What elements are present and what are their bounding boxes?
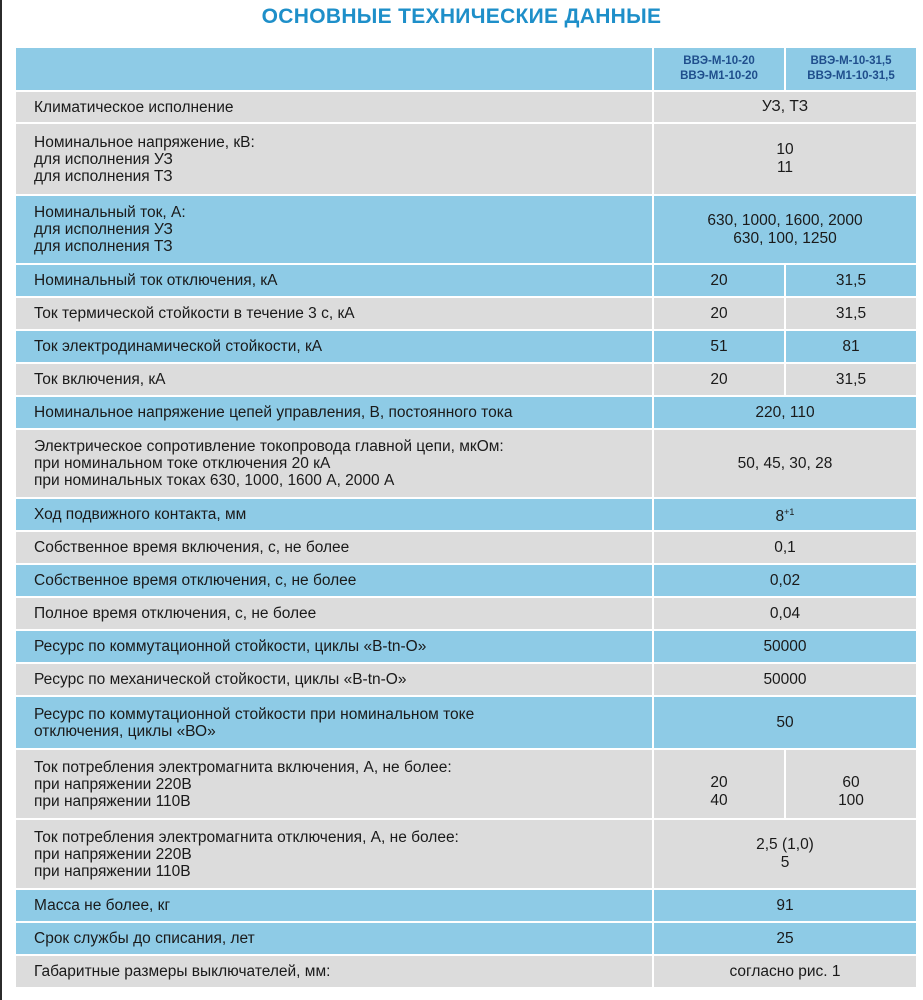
row-value: 0,04 [653, 597, 917, 630]
row-label-line: Ток потребления электромагнита включения, А, не более: [34, 758, 452, 776]
row-label [15, 696, 653, 749]
row-value-model-20: 20 [653, 264, 785, 297]
row-label: Ток термической стойкости в течение 3 с, кА [15, 297, 653, 330]
row-label-line: для исполнения ТЗ [34, 238, 173, 255]
row-value: 50000 [653, 663, 917, 696]
row-value-line: 630, 1000, 1600, 2000 [707, 211, 863, 229]
header-model-20-line2: ВВЭ-М1-10-20 [680, 70, 758, 82]
row-value [653, 195, 917, 264]
row-label: Климатическое исполнение [15, 91, 653, 123]
row-value-line: 2,5 (1,0) [756, 836, 814, 853]
row-value-model-20: 51 [653, 330, 785, 363]
row-label [15, 819, 653, 889]
row-label: Собственное время включения, с, не более [15, 531, 653, 564]
header-empty-cell [15, 47, 653, 91]
header-model-20-line1: ВВЭ-М-10-20 [683, 55, 755, 67]
table-row [15, 330, 917, 363]
row-value: 25 [653, 922, 917, 955]
row-label: Ресурс по коммутационной стойкости, циклы «В-tn-О» [15, 630, 653, 663]
row-label-line: при напряжении 220В [34, 845, 192, 863]
row-value-model-20: 20 [653, 297, 785, 330]
row-label-line: при напряжении 110В [34, 862, 191, 880]
header-row [15, 47, 917, 91]
table-row [15, 696, 917, 749]
row-value-line: 60 [842, 774, 860, 791]
row-value: согласно рис. 1 [653, 955, 917, 988]
row-value [653, 123, 917, 195]
table-row [15, 922, 917, 955]
table-row [15, 749, 917, 819]
row-label-line: при напряжении 110В [34, 792, 191, 810]
row-label-line: Номинальный ток, А: [34, 204, 186, 221]
row-value-line: 630, 100, 1250 [733, 229, 837, 247]
table-row [15, 630, 917, 663]
row-label: Полное время отключения, с, не более [15, 597, 653, 630]
row-label-line: Ток потребления электромагнита отключения, А, не более: [34, 828, 459, 846]
table-row [15, 91, 917, 123]
row-label: Габаритные размеры выключателей, мм: [15, 955, 653, 988]
row-value-model-20 [653, 749, 785, 819]
table-row [15, 297, 917, 330]
row-value-model-20: 20 [653, 363, 785, 396]
specs-table [14, 46, 918, 989]
table-row [15, 819, 917, 889]
row-label-line: Ресурс по коммутационной стойкости при номинальном токе [34, 705, 475, 723]
row-label-line: Номинальное напряжение, кВ: [34, 133, 255, 151]
row-label-line: для исполнения ТЗ [34, 167, 173, 185]
table-row [15, 597, 917, 630]
row-label-line: при номинальном токе отключения 20 кА [34, 455, 331, 472]
table-row [15, 531, 917, 564]
row-value: 50, 45, 30, 28 [653, 429, 917, 498]
header-model-31-5-line1: ВВЭ-М-10-31,5 [810, 55, 892, 67]
row-label: Ток включения, кА [15, 363, 653, 396]
row-value [653, 498, 917, 531]
table-row [15, 429, 917, 498]
left-border [0, 0, 2, 1000]
table-row [15, 363, 917, 396]
row-value-line: 40 [710, 792, 728, 809]
row-label: Номинальное напряжение цепей управления, В, постоянного тока [15, 396, 653, 429]
row-value-line: 100 [838, 792, 864, 809]
row-value: 0,1 [653, 531, 917, 564]
row-label: Срок службы до списания, лет [15, 922, 653, 955]
row-label-line: Электрическое сопротивление токопровода главной цепи, мкОм: [34, 438, 504, 455]
header-model-31-5-line2: ВВЭ-М1-10-31,5 [807, 70, 895, 82]
row-label-line: при номинальных токах 630, 1000, 1600 А, 2000 А [34, 472, 395, 489]
row-value-line: 11 [776, 159, 794, 176]
row-label-line: отключения, циклы «ВО» [34, 722, 216, 740]
table-row [15, 889, 917, 922]
row-label: Номинальный ток отключения, кА [15, 264, 653, 297]
row-value-model-31-5: 31,5 [785, 264, 917, 297]
row-value: 50 [653, 696, 917, 749]
row-label: Собственное время отключения, с, не более [15, 564, 653, 597]
row-value: 220, 110 [653, 396, 917, 429]
row-value-model-31-5: 81 [785, 330, 917, 363]
row-value: 0,02 [653, 564, 917, 597]
table-row [15, 564, 917, 597]
row-value-model-31-5 [785, 749, 917, 819]
row-label [15, 749, 653, 819]
row-label-line: при напряжении 220В [34, 775, 192, 793]
row-value-line: 5 [780, 854, 790, 871]
row-label-line: для исполнения УЗ [34, 221, 173, 238]
table-row [15, 396, 917, 429]
row-value [653, 819, 917, 889]
table-row [15, 195, 917, 264]
header-model-20 [653, 47, 785, 91]
row-value-line: 20 [710, 774, 728, 791]
header-model-31-5 [785, 47, 917, 91]
table-row [15, 498, 917, 531]
row-label [15, 195, 653, 264]
row-value-model-31-5: 31,5 [785, 363, 917, 396]
row-label [15, 429, 653, 498]
row-value-model-31-5: 31,5 [785, 297, 917, 330]
row-label: Ток электродинамической стойкости, кА [15, 330, 653, 363]
table-row [15, 264, 917, 297]
page-title: ОСНОВНЫЕ ТЕХНИЧЕСКИЕ ДАННЫЕ [261, 5, 662, 28]
row-label: Ход подвижного контакта, мм [15, 498, 653, 531]
row-value: УЗ, ТЗ [653, 91, 917, 123]
row-label: Масса не более, кг [15, 889, 653, 922]
stroke-value: 8 [775, 508, 785, 526]
row-label: Ресурс по механической стойкости, циклы «В-tn-О» [15, 663, 653, 696]
table-row [15, 123, 917, 195]
row-value: 91 [653, 889, 917, 922]
stroke-tolerance: +1 [784, 506, 795, 517]
row-label-line: для исполнения УЗ [34, 150, 173, 168]
row-value-line: 10 [776, 141, 794, 158]
row-value: 50000 [653, 630, 917, 663]
table-row [15, 955, 917, 988]
row-label [15, 123, 653, 195]
table-row [15, 663, 917, 696]
